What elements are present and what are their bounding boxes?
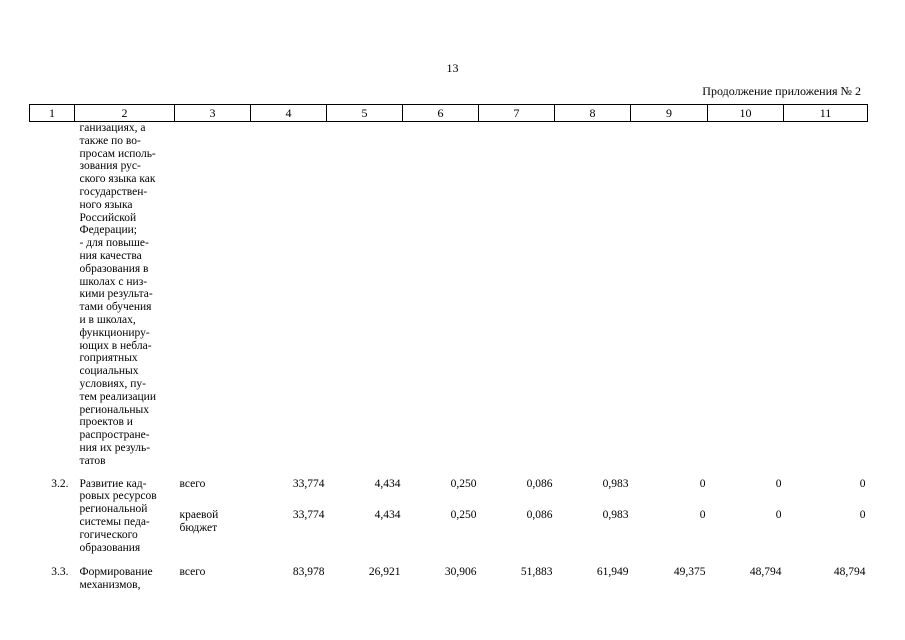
header-col-6: 6 bbox=[403, 105, 479, 122]
value-col-8: 61,949 bbox=[596, 566, 629, 579]
value-col-10: 48,794 bbox=[749, 566, 782, 579]
value-col-7: 0,086 bbox=[526, 477, 553, 490]
value-col-7: 0,086 bbox=[526, 509, 553, 522]
value-col-9: 0 bbox=[699, 509, 706, 522]
value-col-7: 51,883 bbox=[520, 566, 553, 579]
row-number: 3.3. bbox=[51, 566, 69, 579]
value-col-5: 26,921 bbox=[368, 566, 401, 579]
header-col-2: 2 bbox=[75, 105, 175, 122]
header-col-10: 10 bbox=[708, 105, 784, 122]
header-col-7: 7 bbox=[479, 105, 555, 122]
value-col-10: 0 bbox=[775, 509, 782, 522]
funding-source: краевой бюджет bbox=[179, 509, 219, 534]
table-row bbox=[30, 566, 868, 592]
header-col-5: 5 bbox=[327, 105, 403, 122]
value-col-6: 0,250 bbox=[450, 477, 477, 490]
header-col-1: 1 bbox=[30, 105, 75, 122]
value-col-5: 4,434 bbox=[374, 477, 401, 490]
value-col-6: 0,250 bbox=[450, 509, 477, 522]
funding-source: всего bbox=[179, 477, 206, 490]
value-col-5: 4,434 bbox=[374, 509, 401, 522]
value-col-4: 83,978 bbox=[292, 566, 325, 579]
table-row bbox=[30, 478, 868, 504]
header-col-11: 11 bbox=[784, 105, 868, 122]
row-number: 3.2. bbox=[51, 477, 69, 490]
header-col-4: 4 bbox=[251, 105, 327, 122]
value-col-9: 0 bbox=[699, 477, 706, 490]
value-col-8: 0,983 bbox=[602, 509, 629, 522]
header-col-8: 8 bbox=[555, 105, 631, 122]
header-col-9: 9 bbox=[631, 105, 708, 122]
value-col-11: 0 bbox=[859, 509, 866, 522]
page-number: 13 bbox=[446, 61, 459, 75]
continuation-row bbox=[30, 122, 868, 478]
value-col-11: 0 bbox=[859, 477, 866, 490]
continuation-text: ганизациях, а также по во- просам исполь- зования рус- ского языка как государствен- ного языка Российской Федерации; - для повыше- ния качества образования в школах с низ- кими результа- тами обучения и в школах, функциониру- ющих в небла- гоприятных социальных условиях, пу- тем реализации региональных проектов и распростране- ния их резуль- татов bbox=[79, 122, 156, 467]
value-col-4: 33,774 bbox=[292, 477, 325, 490]
value-col-9: 49,375 bbox=[673, 566, 706, 579]
budget-table bbox=[29, 104, 868, 592]
value-col-6: 30,906 bbox=[444, 566, 477, 579]
row-name: Формирование механизмов, bbox=[79, 566, 153, 592]
value-col-4: 33,774 bbox=[292, 509, 325, 522]
value-col-8: 0,983 bbox=[602, 477, 629, 490]
header-row bbox=[30, 105, 868, 122]
header-col-3: 3 bbox=[175, 105, 251, 122]
row-name: Развитие кад- ровых ресурсов региональной системы педа- гогического образования bbox=[79, 477, 157, 554]
value-col-10: 0 bbox=[775, 477, 782, 490]
appendix-caption: Продолжение приложения № 2 bbox=[702, 84, 861, 98]
funding-source: всего bbox=[179, 566, 206, 579]
value-col-11: 48,794 bbox=[833, 566, 866, 579]
